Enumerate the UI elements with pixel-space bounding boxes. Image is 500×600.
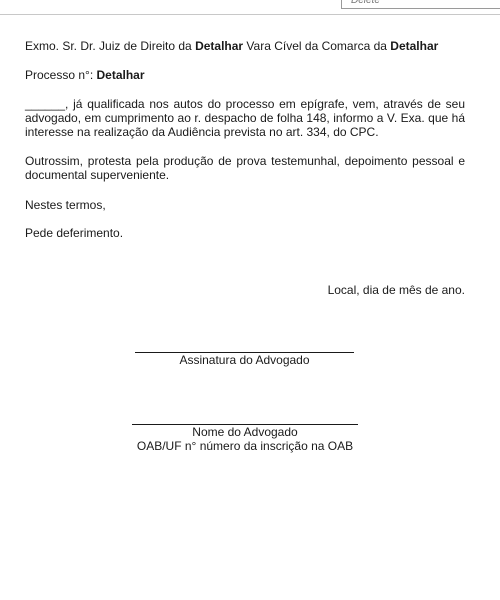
salutation-line [25,39,465,53]
district-placeholder: Detalhar [390,39,439,53]
closing-request: Pede deferimento. [25,226,124,240]
process-number-placeholder: Detalhar [96,68,145,82]
place-date: Local, dia de mês de ano. [327,283,465,297]
protest-paragraph: Outrossim, protesta pela produção de prova testemunhal, depoimento pessoal e documental superveniente. [25,154,465,182]
process-label: Processo n°: [25,68,97,82]
salutation-text-1: Exmo. Sr. Dr. Juiz de Direito da [25,39,196,53]
header-divider [0,14,500,15]
delete-field[interactable] [341,0,500,9]
salutation-text-2: Vara Cível da Comarca da [243,39,391,53]
signature-label: Assinatura do Advogado [179,353,310,367]
process-line [25,68,465,82]
body-paragraph: ______, já qualificada nos autos do processo em epígrafe, vem, através de seu advogado, em cumprimento ao r. despacho de folha 148, informo a V. Exa. que há interesse na realização da Audiência prevista no art. 334, do CPC. [25,97,465,139]
oab-label: OAB/UF n° número da inscrição na OAB [136,439,354,453]
lawyer-name-label: Nome do Advogado [192,425,298,439]
closing-terms: Nestes termos, [25,198,106,212]
court-placeholder: Detalhar [195,39,244,53]
